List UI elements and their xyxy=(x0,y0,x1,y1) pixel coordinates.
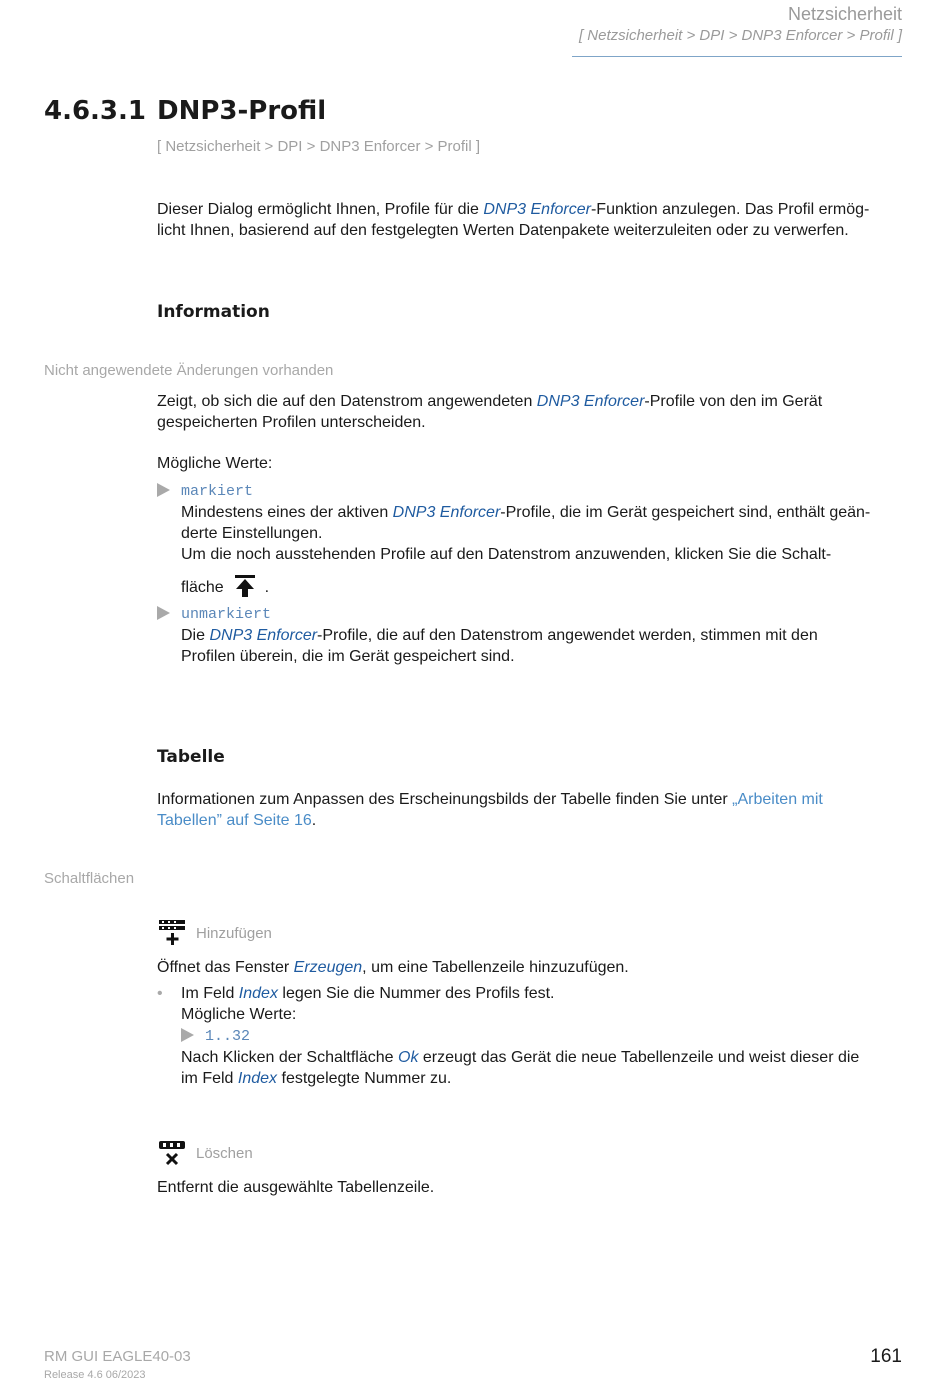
footer-release: Release 4.6 06/2023 xyxy=(44,1369,146,1381)
term-index: Index xyxy=(238,985,278,1002)
link-working-with-tables-page[interactable]: Tabellen” auf Seite 16 xyxy=(157,812,312,829)
triangle-bullet-icon xyxy=(157,483,170,497)
section-number: 4.6.3.1 xyxy=(44,96,146,126)
page-number: 161 xyxy=(870,1346,902,1367)
intro-paragraph: Dieser Dialog ermöglicht Ihnen, Profile für die DNP3 Enforcer-Funktion anzulegen. Das Profil ermög- licht Ihnen, basierend auf den festgelegten Werten Datenpakete weiterzuleiten oder zu verwerfen. xyxy=(157,201,870,239)
apply-upload-icon xyxy=(234,574,256,598)
add-button-label: Hinzufügen xyxy=(196,925,272,942)
running-header-path: [ Netzsicherheit > DPI > DNP3 Enforcer > Profil ] xyxy=(578,27,902,44)
term-dnp3-enforcer: DNP3 Enforcer xyxy=(209,627,318,644)
value-item-unmarkiert: unmarkiert Die DNP3 Enforcer-Profile, die auf den Datenstrom angewendet werden, stimmen mit den Profilen überein, die im Gerät gespeichert sind. xyxy=(157,603,907,667)
footer-document: RM GUI EAGLE40-03 xyxy=(44,1348,191,1365)
delete-button-label: Löschen xyxy=(196,1145,253,1162)
delete-row-icon xyxy=(157,1138,187,1168)
section-title: DNP3-Profil xyxy=(157,96,327,126)
buttons-side-label: Schaltflächen xyxy=(44,870,135,887)
term-dnp3-enforcer: DNP3 Enforcer xyxy=(483,201,591,218)
add-description: Öffnet das Fenster Erzeugen, um eine Tabellenzeile hinzuzufügen. xyxy=(157,959,629,976)
running-header-title: Netzsicherheit xyxy=(787,4,902,24)
add-row-icon xyxy=(157,918,187,948)
term-ok: Ok xyxy=(398,1049,419,1066)
term-index: Index xyxy=(237,1070,278,1087)
section-breadcrumb: [ Netzsicherheit > DPI > DNP3 Enforcer > Profil ] xyxy=(157,138,481,155)
header-rule xyxy=(572,56,902,57)
field-description: Zeigt, ob sich die auf den Datenstrom angewendeten DNP3 Enforcer-Profile von den im Gerät gespeicherten Profilen unterscheiden. xyxy=(157,393,823,431)
value-code: unmarkiert xyxy=(181,606,272,623)
triangle-bullet-icon xyxy=(181,1028,194,1042)
field-label-unapplied-changes: Nicht angewendete Änderungen vorhanden xyxy=(44,362,334,379)
link-working-with-tables[interactable]: „Arbeiten mit xyxy=(732,791,823,808)
term-dnp3-enforcer: DNP3 Enforcer xyxy=(392,504,501,521)
table-heading: Tabelle xyxy=(157,747,225,767)
bullet-dot-icon: • xyxy=(157,985,163,1002)
value-item-markiert: markiert Mindestens eines der aktiven DNP3 Enforcer-Profile, die im Gerät gespeichert sind, enthält geän- derte Einstellungen. Um die noch ausstehenden Profile auf den Datenstrom anzuwenden, klicken Sie die Schalt- fläche . xyxy=(157,480,907,598)
value-code: markiert xyxy=(181,483,254,500)
delete-description: Entfernt die ausgewählte Tabellenzeile. xyxy=(157,1179,435,1196)
information-heading: Information xyxy=(157,302,270,322)
term-erzeugen: Erzeugen xyxy=(293,959,363,976)
triangle-bullet-icon xyxy=(157,606,170,620)
add-bullet-item: • Im Feld Index legen Sie die Nummer des Profils fest. Mögliche Werte: 1..32 Nach Klicken der Schaltfläche Ok erzeugt das Gerät die neue Tabellenzeile und weist dieser die im Feld Index festgelegte Nummer zu. xyxy=(157,985,860,1087)
possible-values-label: Mögliche Werte: xyxy=(157,455,273,472)
table-paragraph: Informationen zum Anpassen des Erscheinungsbilds der Tabelle finden Sie unter „Arbeiten mit Tabellen” auf Seite 16. xyxy=(157,791,823,829)
range-code: 1..32 xyxy=(205,1028,251,1045)
term-dnp3-enforcer: DNP3 Enforcer xyxy=(536,393,645,410)
